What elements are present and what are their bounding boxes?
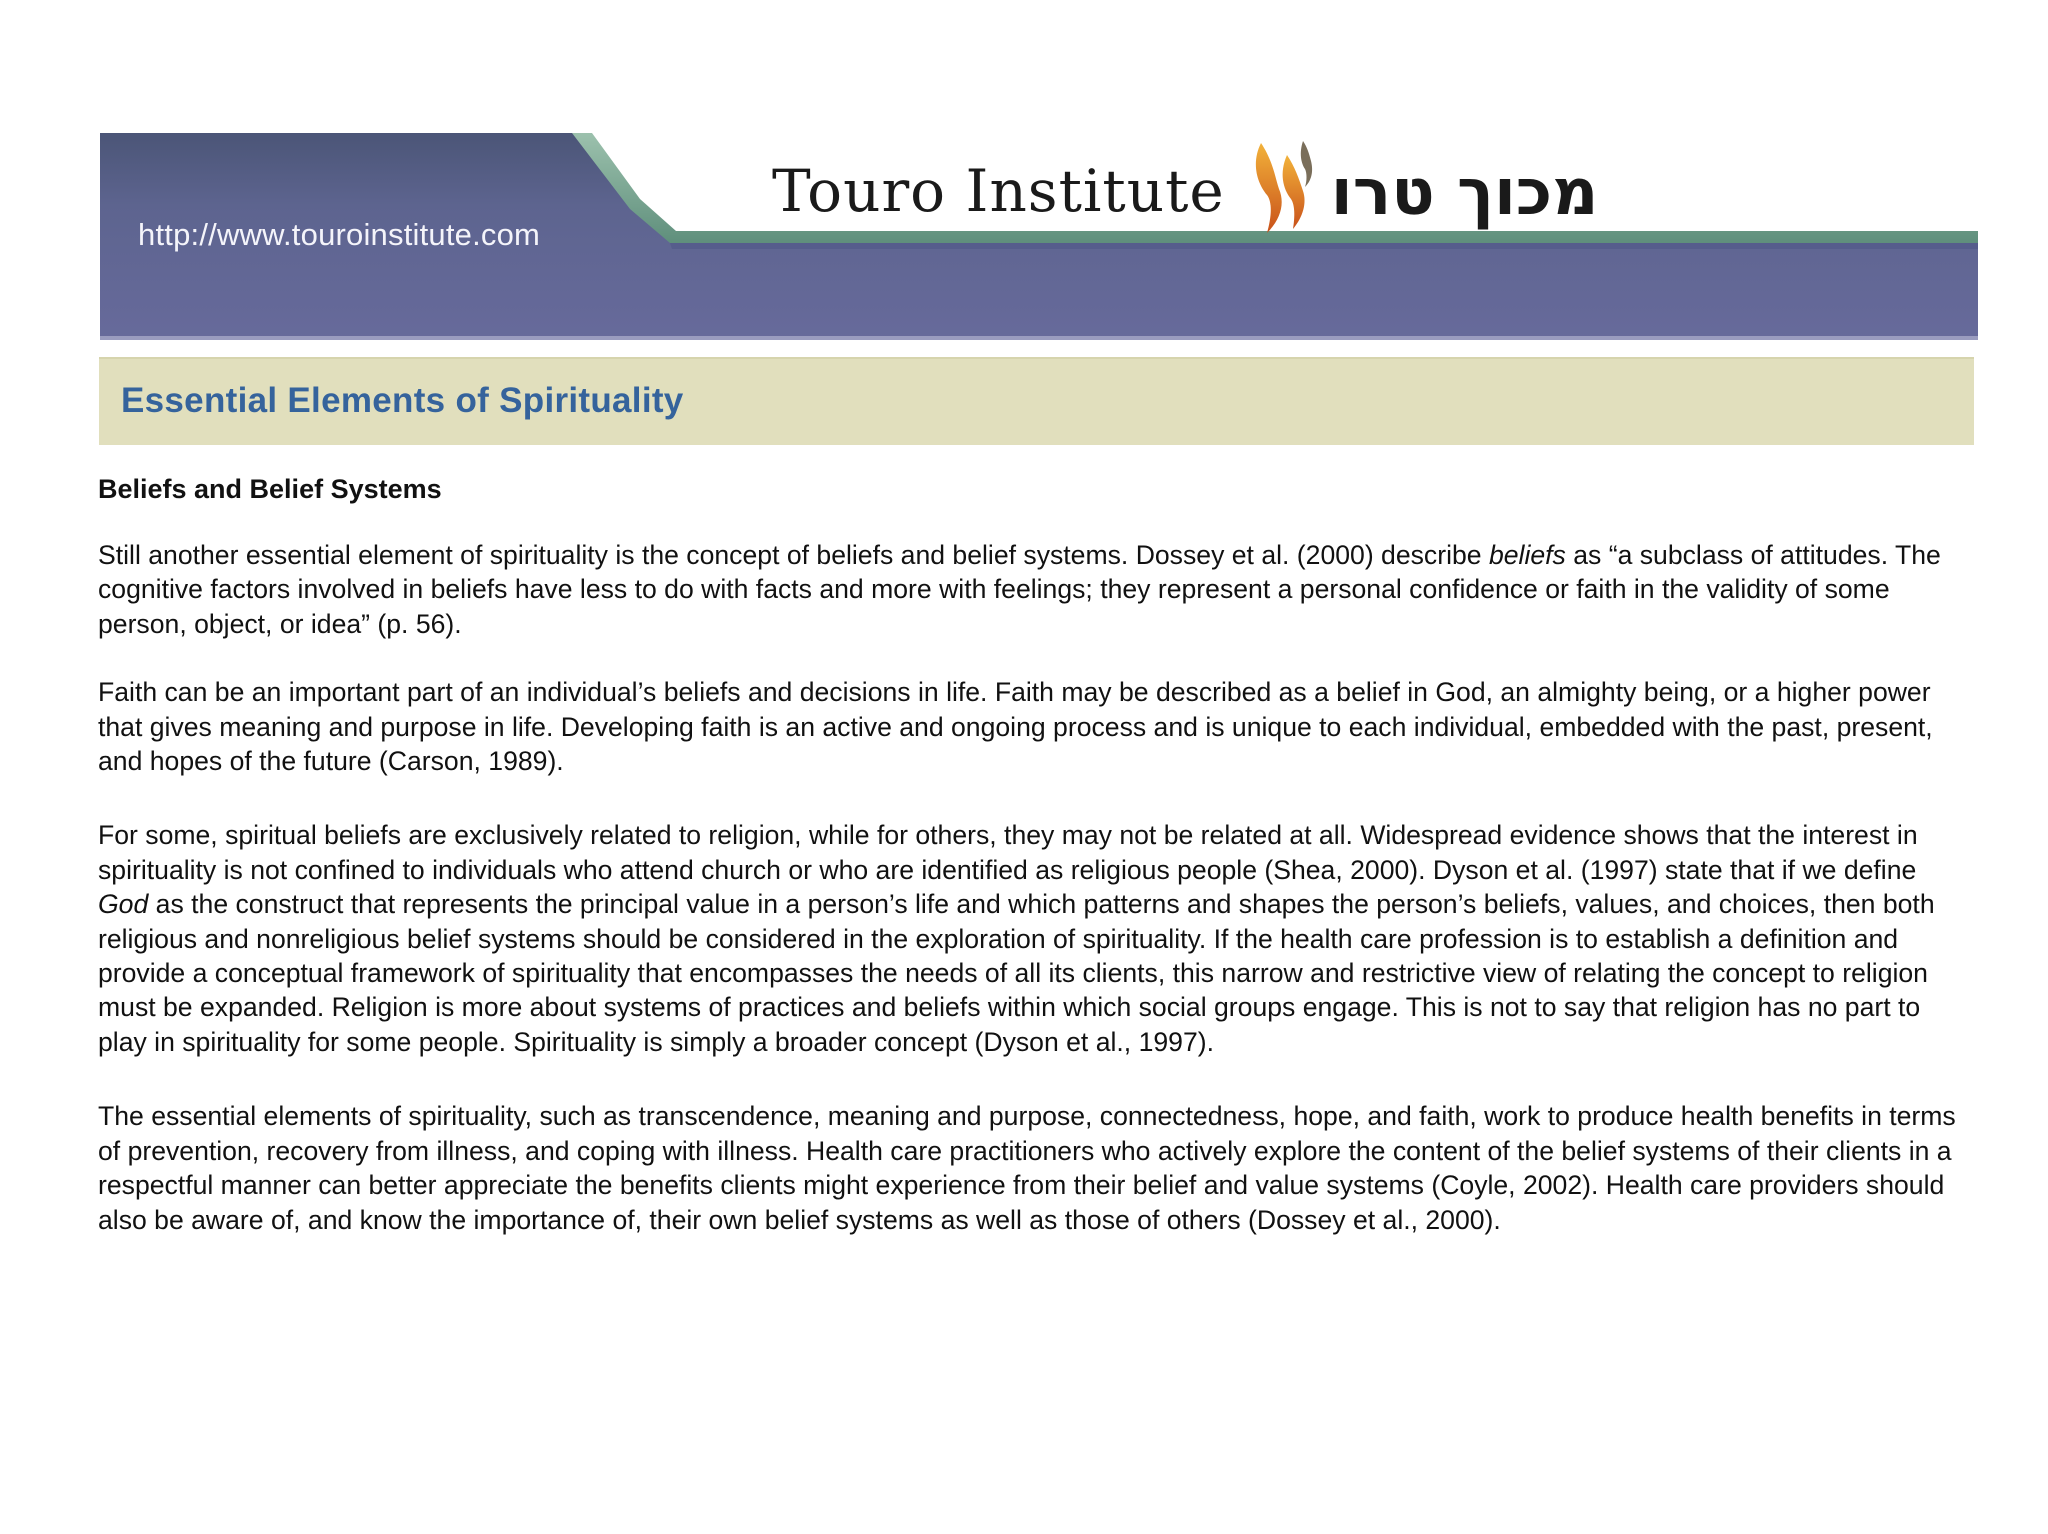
section-heading: Beliefs and Belief Systems <box>98 474 442 504</box>
paragraph-4: The essential elements of spirituality, such as transcendence, meaning and purpose, connectedness, hope, and faith, work to produce health benefits in terms of prevention, recovery from illness, and coping with illness. Health care practitioners who actively explore the content of the belief systems of their clients in a respectful manner can better appreciate the benefits clients might experience from their belief and value systems (Coyle, 2002). Health care providers should also be aware of, and know the importance of, their own belief systems as well as those of others (Dossey et al., 2000). <box>98 1101 1956 1235</box>
site-url-link[interactable]: http://www.touroinstitute.com <box>138 217 541 252</box>
article-content <box>98 470 1968 1237</box>
paragraph-3-text-b: as the construct that represents the principal value in a person’s life and which patterns and shapes the person’s beliefs, values, and choices, then both religious and nonreligious belief systems should be considered in the exploration of spirituality. If the health care profession is to establish a definition and provide a conceptual framework of spirituality that encompasses the needs of all its clients, this narrow and restrictive view of relating the concept to religion must be expanded. Religion is more about systems of practices and beliefs within which social groups engage. This is not to say that religion has no part to play in spirituality for some people. Spirituality is simply a broader concept (Dyson et al., 1997). <box>98 889 1935 1057</box>
flame-logo-icon <box>1247 133 1317 245</box>
brand-logo <box>772 133 1598 245</box>
header-banner <box>100 133 1978 340</box>
paragraph-2: Faith can be an important part of an individual’s beliefs and decisions in life. Faith may be described as a belief in God, an almighty being, or a higher power that gives meaning and purpose in life. Developing faith is an active and ongoing process and is unique to each individual, embedded with the past, present, and hopes of the future (Carson, 1989). <box>98 677 1933 777</box>
paragraph-1 <box>98 538 1968 641</box>
paragraph-3 <box>98 818 1968 1059</box>
paragraph-1-text-a: Still another essential element of spirituality is the concept of beliefs and belief systems. Dossey et al. (2000) describe <box>98 540 1489 570</box>
brand-hebrew: מכוך טרו <box>1330 156 1599 230</box>
paragraph-1-emphasis: beliefs <box>1488 540 1566 570</box>
title-bar <box>99 357 1974 445</box>
page-title: Essential Elements of Spirituality <box>121 381 684 420</box>
brand-name: Touro Institute <box>772 157 1225 225</box>
paragraph-1-text-b: as “a subclass of attitudes. The cognitive factors involved in beliefs have less to do with facts and more with feelings; they represent a personal confidence or faith in the validity of some person, object, or idea” (p. 56). <box>98 540 1941 639</box>
paragraph-3-text-a: For some, spiritual beliefs are exclusively related to religion, while for others, they may not be related at all. Widespread evidence shows that the interest in spirituality is not confined to individuals who attend church or who are identified as religious people (Shea, 2000). Dyson et al. (1997) state that if we define <box>98 820 1918 885</box>
paragraph-3-emphasis: God <box>98 889 149 920</box>
